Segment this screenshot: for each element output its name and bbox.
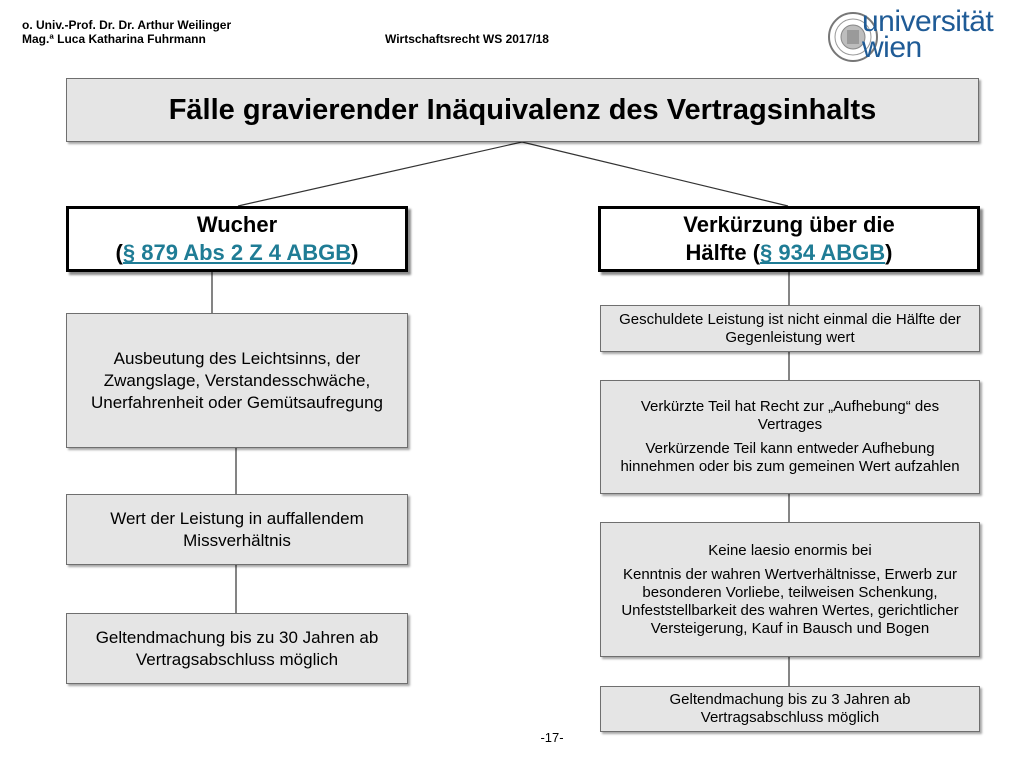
connector-title-right [522, 142, 788, 206]
wucher-box-disproportion: Wert der Leistung in auffallendem Missverhältnis [66, 494, 408, 565]
verkuerzung-box-exceptions: Keine laesio enormis bei Kenntnis der wahren Wertverhältnisse, Erwerb zur besonderen Vorliebe, teilweisen Schenkung, Unfeststellbarkeit des wahren Wertes, gerichtlicher Versteigerung, Kauf in Bausch und Bogen [600, 522, 980, 657]
wucher-box-exploitation: Ausbeutung des Leichtsinns, der Zwangslage, Verstandesschwäche, Unerfahrenheit oder Gemütsaufregung [66, 313, 408, 448]
logo-line-2: wien [862, 31, 922, 64]
abgb-934-link[interactable]: § 934 ABGB [760, 240, 886, 265]
verkuerzung-reference: Hälfte (§ 934 ABGB) [685, 240, 893, 265]
author-line-2: Mag.ª Luca Katharina Fuhrmann [22, 32, 206, 46]
verkuerzung-box-limitation: Geltendmachung bis zu 3 Jahren ab Vertragsabschluss möglich [600, 686, 980, 732]
logo-line-1: universität [862, 5, 994, 38]
wucher-reference: (§ 879 Abs 2 Z 4 ABGB) [115, 240, 359, 265]
abgb-879-link[interactable]: § 879 Abs 2 Z 4 ABGB [122, 240, 352, 265]
page-number: -17- [540, 730, 564, 745]
title-text: Fälle gravierender Inäquivalenz des Vertragsinhalts [168, 93, 877, 126]
course-title: Wirtschaftsrecht WS 2017/18 [385, 32, 549, 46]
wucher-heading: Wucher [196, 212, 278, 237]
diagram-title [66, 78, 979, 142]
verkuerzung-box-rights: Verkürzte Teil hat Recht zur „Aufhebung“ des Vertrages Verkürzende Teil kann entweder Aufhebung hinnehmen oder bis zum gemeinen Wert aufzahlen [600, 380, 980, 494]
wucher-box-limitation: Geltendmachung bis zu 30 Jahren ab Vertragsabschluss möglich [66, 613, 408, 684]
connector-title-left [238, 142, 522, 206]
category-wucher [66, 206, 408, 272]
verkuerzung-heading: Verkürzung über die [683, 212, 895, 237]
category-verkuerzung [598, 206, 980, 272]
verkuerzung-box-half: Geschuldete Leistung ist nicht einmal die Hälfte der Gegenleistung wert [600, 305, 980, 352]
author-line-1: o. Univ.-Prof. Dr. Dr. Arthur Weilinger [22, 18, 232, 32]
